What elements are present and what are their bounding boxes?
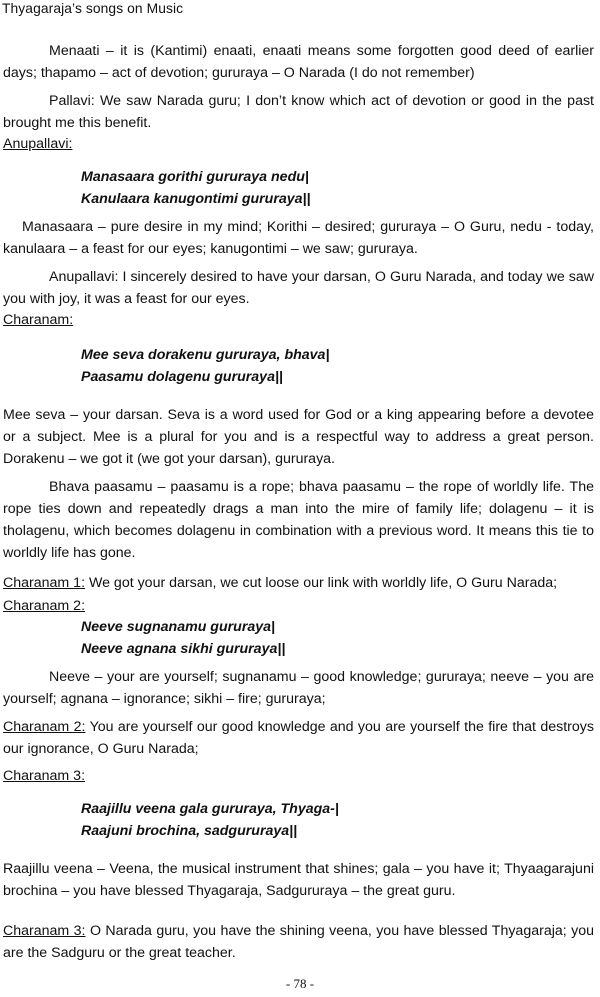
verse-line: Neeve agnana sikhi gururaya|| xyxy=(81,641,286,657)
verse-line: Paasamu dolagenu gururaya|| xyxy=(81,369,283,385)
label-charanam-1: Charanam 1: xyxy=(3,575,86,591)
verse-line: Raajuni brochina, sadgururaya|| xyxy=(81,823,298,839)
verse-anupallavi xyxy=(81,166,594,210)
running-head: Thyagaraja’s songs on Music xyxy=(2,1,184,16)
verse-charanam-2 xyxy=(81,616,594,660)
paragraph-anupallavi-meaning: Anupallavi: I sincerely desired to have your darsan, O Guru Narada, and today we saw you with joy, it was a feast for our eyes. xyxy=(3,269,594,307)
paragraph-menaati: Menaati – it is (Kantimi) enaati, enaati means some forgotten good deed of earlier days; thapamo – act of devotion; gururaya – O Narada (I do not remember) xyxy=(3,43,594,81)
heading-charanam-2: Charanam 2: xyxy=(3,598,86,614)
paragraph-manasaara: Manasaara – pure desire in my mind; Korithi – desired; gururaya – O Guru, nedu - today, kanulaara – a feast for our eyes; kanugontimi – we saw; gururaya. xyxy=(3,219,594,257)
text-charanam-3: O Narada guru, you have the shining veena, you have blessed Thyagaraja; you are the Sadguru or the great teacher. xyxy=(3,923,595,961)
paragraph-mee-seva: Mee seva – your darsan. Seva is a word used for God or a king appearing before a devotee or a subject. Mee is a plural for you and is a respectful way to address a great person. Dorakenu – we got it (we got your darsan), gururaya. xyxy=(3,407,594,467)
heading-charanam-3: Charanam 3: xyxy=(3,768,86,784)
label-charanam-2: Charanam 2: xyxy=(3,719,86,735)
verse-line: Neeve sugnanamu gururaya| xyxy=(81,619,275,635)
verse-line: Manasaara gorithi gururaya nedu| xyxy=(81,169,309,185)
paragraph-charanam-2-meaning xyxy=(3,716,594,760)
verse-line: Raajillu veena gala gururaya, Thyaga-| xyxy=(81,801,339,817)
paragraph-bhava-paasamu: Bhava paasamu – paasamu is a rope; bhava paasamu – the rope of worldly life. The rope ties down and repeatedly drags a man into the mire of family life; dolagenu – it is tholagenu, which becomes dolagenu in combination with a previous word. It means this tie to worldly life has gone. xyxy=(3,479,594,561)
paragraph-raajillu: Raajillu veena – Veena, the musical instrument that shines; gala – you have it; Thyaagarajuni brochina – you have blessed Thyagaraja, Sadgururaya – the great guru. xyxy=(3,861,594,899)
text-charanam-1: We got your darsan, we cut loose our link with worldly life, O Guru Narada; xyxy=(85,575,558,591)
paragraph-pallavi: Pallavi: We saw Narada guru; I don’t know which act of devotion or good in the past brought me this benefit. xyxy=(3,93,594,131)
paragraph-neeve: Neeve – your are yourself; sugnanamu – good knowledge; gururaya; neeve – you are yourself; agnana – ignorance; sikhi – fire; gururaya; xyxy=(3,669,594,707)
page-number: - 78 - xyxy=(285,976,315,991)
verse-line: Kanulaara kanugontimi gururaya|| xyxy=(81,191,311,207)
paragraph-charanam-1 xyxy=(3,572,594,594)
verse-charanam-3 xyxy=(81,798,594,842)
text-charanam-2: You are yourself our good knowledge and you are yourself the fire that destroys our ignorance, O Guru Narada; xyxy=(3,719,594,757)
heading-anupallavi: Anupallavi: xyxy=(3,136,73,152)
paragraph-charanam-3-meaning xyxy=(3,920,594,964)
verse-line: Mee seva dorakenu gururaya, bhava| xyxy=(81,347,330,363)
verse-charanam xyxy=(81,344,594,388)
heading-charanam: Charanam: xyxy=(3,312,74,328)
label-charanam-3: Charanam 3: xyxy=(3,923,86,939)
page-body xyxy=(3,40,594,964)
